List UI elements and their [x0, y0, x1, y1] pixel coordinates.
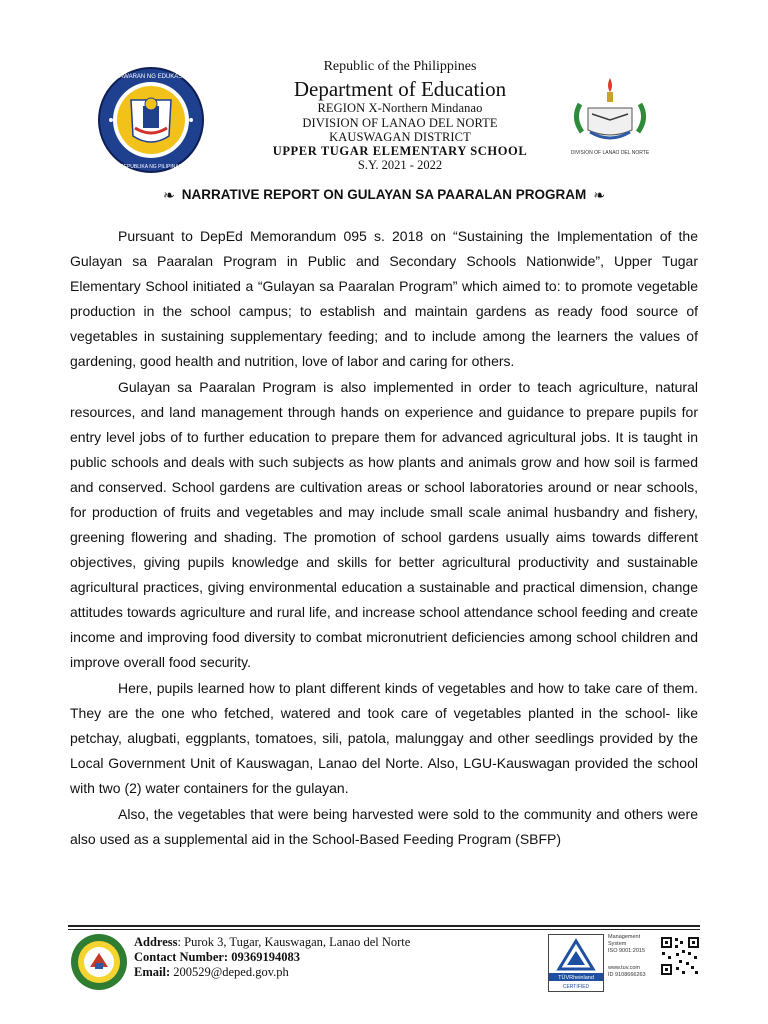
region-line: REGION X-Northern Mindanao — [317, 101, 483, 115]
cert-line: www.tuv.com — [608, 965, 640, 971]
qr-code-icon — [660, 936, 700, 976]
paragraph: Pursuant to DepEd Memorandum 095 s. 2018 on “Sustaining the Implementation of the Gulayan sa Paaralan Program in Public and Secondary Schools Nationwide”, Upper Tugar Elementary School initiated a “Gulayan sa Paaralan Program” which aimed to: to promote vegetable production in the school campus; to establish and maintain gardens as ready food source of vegetables in sustaining supplementary feeding; and to include among the learners the values of gardening, good health and nutrition, love of labor and caring for others. — [70, 228, 698, 369]
school-logo — [70, 933, 128, 991]
report-title — [0, 187, 768, 204]
school-name: UPPER TUGAR ELEMENTARY SCHOOL — [272, 143, 528, 158]
deped-seal-bottom-text: REPUBLIKA NG PILIPINAS — [120, 164, 182, 170]
cert-line: Management System — [608, 934, 641, 947]
report-title-text: NARRATIVE REPORT ON GULAYAN SA PAARALAN PROGRAM — [181, 187, 587, 202]
ornament-left-icon: ❧ — [163, 187, 175, 203]
tuv-certified-text: CERTIFIED — [562, 984, 590, 990]
paragraph: Also, the vegetables that were being harvested were sold to the community and others were also used as a supplemental aid in the School-Based Feeding Program (SBFP) — [70, 806, 698, 847]
republic-line: Republic of the Philippines — [323, 59, 477, 74]
footer-divider-thin — [68, 929, 700, 930]
tuv-badge-text: TÜVRheinland — [558, 975, 594, 981]
cert-line: ID 9108666263 — [608, 972, 646, 978]
address-label: Address — [134, 935, 178, 949]
contact-value: : 09369194083 — [223, 950, 300, 964]
cert-details — [608, 934, 658, 979]
email-label: Email: — [134, 965, 171, 979]
division-line: DIVISION OF LANAO DEL NORTE — [302, 115, 498, 130]
letterhead — [200, 58, 600, 172]
email-value: 200529@deped.gov.ph — [170, 965, 289, 979]
department-name: Department of Education — [293, 77, 507, 101]
footer-contact — [134, 935, 410, 980]
deped-seal-logo — [97, 66, 205, 174]
paragraph: Gulayan sa Paaralan Program is also implemented in order to teach agriculture, natural resources, and land management through hands on experience and guidance to prepare pupils for entry level jobs of to further education to prepare them for advanced agricultural jobs. It is taught in public schools and deals with such subjects as how plants and animals grow and how soil is farmed and conserved. School gardens are cultivation areas or school laboratories around or near schools, for production of fruits and vegetables and may include small scale animal husbandry and fishery, greening flowering and shading. The promotion of school gardens usually aims towards different objectives, giving pupils knowledge and skills for better agricultural productivity and sustainable agricultural practices, giving environmental education a sustainable and practical dimension, change attitudes towards agriculture and rural life, and increase school attendance school feeding and create income and improving food diversity to combat micronutrient deficiencies among school children and improve overall food security. — [70, 379, 698, 670]
ornament-right-icon: ❧ — [593, 187, 605, 203]
paragraph: Here, pupils learned how to plant different kinds of vegetables and how to take care of them. They are the one who fetched, watered and took care of vegetables planted in the school- like petchay, alugbati, eggplants, tomatoes, sili, patola, malunggay and other seedlings provided by the Local Government Unit of Kauswagan, Lanao del Norte. Also, LGU-Kauswagan provided the school with two (2) water containers for the gulayan. — [70, 680, 698, 796]
contact-label: Contact Number — [134, 950, 224, 964]
deped-seal-top-text: KAGAWARAN NG EDUKASYON — [106, 74, 196, 80]
tuv-badge — [548, 934, 604, 992]
division-seal-text: DIVISION OF LANAO DEL NORTE — [570, 150, 650, 156]
cert-line: ISO 9001:2015 — [608, 948, 646, 954]
tuv-certification — [548, 934, 700, 994]
school-year: S.Y. 2021 - 2022 — [357, 158, 443, 172]
district-line: KAUSWAGAN DISTRICT — [329, 130, 471, 144]
division-seal-logo — [560, 74, 660, 160]
footer-divider — [68, 925, 700, 927]
address-value: : Purok 3, Tugar, Kauswagan, Lanao del Norte — [177, 935, 411, 949]
report-body — [70, 224, 698, 852]
